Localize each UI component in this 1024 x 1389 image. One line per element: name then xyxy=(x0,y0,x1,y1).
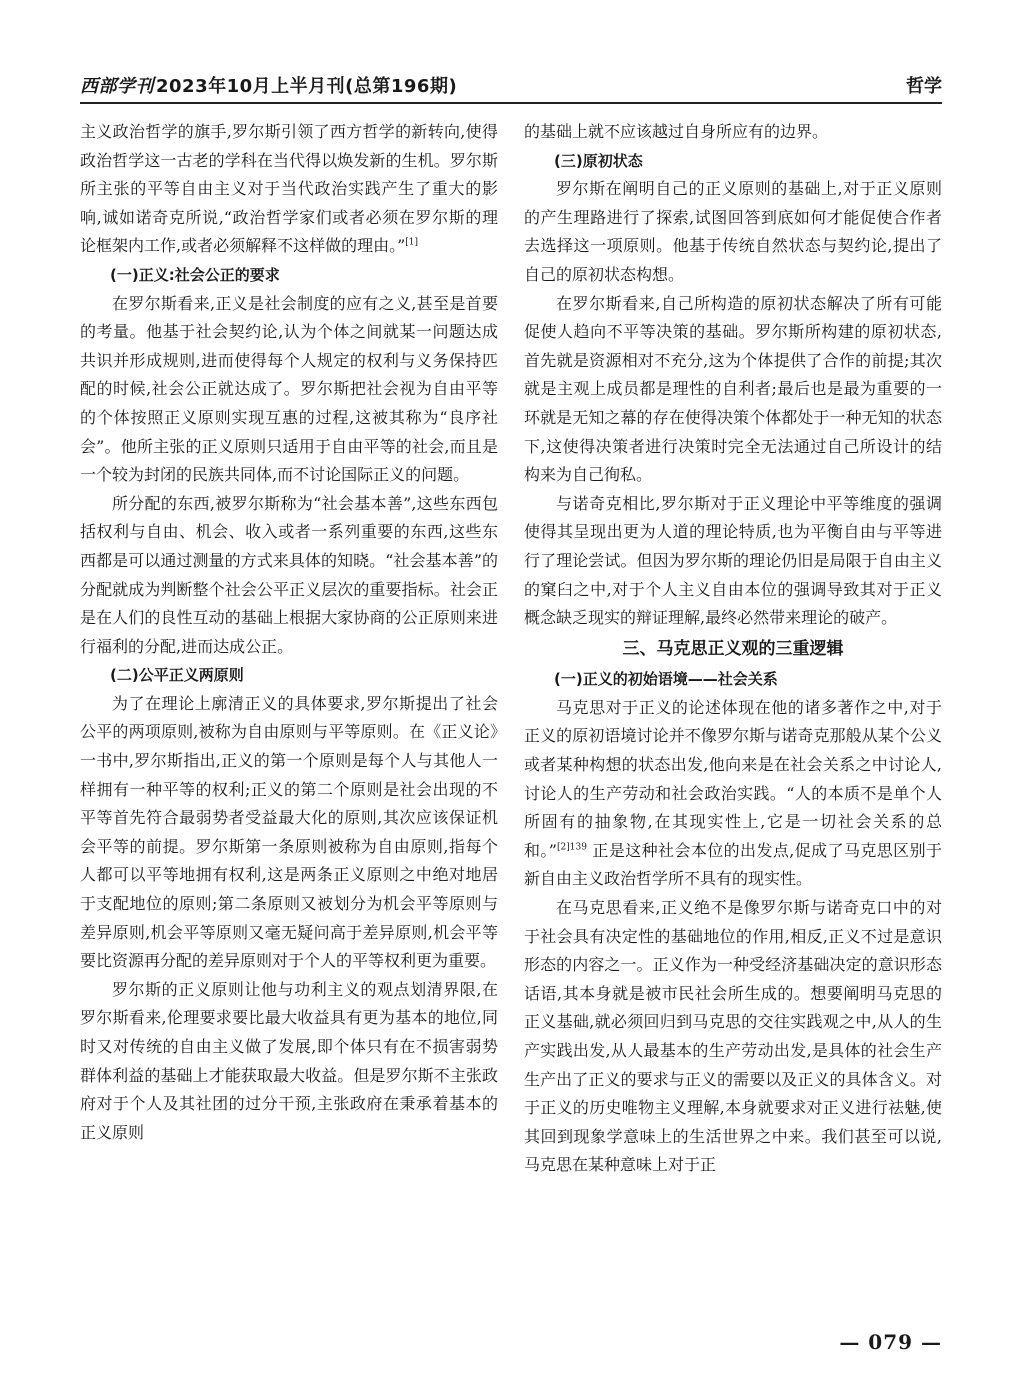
citation-ref: [2]139 xyxy=(557,842,587,853)
paragraph: 为了在理论上廓清正义的具体要求,罗尔斯提出了社会公平的两项原则,被称为自由原则与平等原则。在《正义论》一书中,罗尔斯指出,正义的第一个原则是每个人与其他人一样拥有一种平等的权利;正义的第二个原则是社会出现的不平等首先符合最弱势者受益最大化的原则,其次应该保证机会平等的前提。罗尔斯第一条原则被称为自由原则,指每个人都可以平等地拥有权利,这是两条正义原则之中绝对地居于支配地位的原则;第二条原则又被划分为机会平等原则与差异原则,机会平等原则又毫无疑问高于差异原则,机会平等要比资源再分配的差异原则对于个人的平等权利更为重要。 xyxy=(80,693,498,971)
page-number: — 079 — xyxy=(839,1330,942,1354)
paragraph: 与诺奇克相比,罗尔斯对于正义理论中平等维度的强调使得其呈现出更为人道的理论特质,也为平衡自由与平等进行了理论尝试。但因为罗尔斯的理论仍旧是局限于自由主义的窠臼之中,对于个人主义自由本位的强调导致其对于正义概念缺乏现实的辩证理解,最终必然带来理论的破产。 xyxy=(524,493,942,628)
left-column xyxy=(80,118,498,1147)
paragraph: 所分配的东西,被罗尔斯称为“社会基本善”,这些东西包括权利与自由、机会、收入或者一系列重要的东西,这些东西都是可以通过测量的方式来具体的知晓。“社会基本善”的分配就成为判断整个社会公平正义层次的重要指标。社会正是在人们的良性互动的基础上根据大家协商的公正原则来进行福利的分配,进而达成公正。 xyxy=(80,493,498,656)
subsection-heading: (一)正义的初始语境——社会关系 xyxy=(554,670,778,689)
paragraph: 主义政治哲学的旗手,罗尔斯引领了西方哲学的新转向,使得政治哲学这一古老的学科在当代得以焕发新的生机。罗尔斯所主张的平等自由主义对于当代政治实践产生了重大的影响,诚如诺奇克所说,“政治哲学家们或者必须在罗尔斯的理论框架内工作,或者必须解释不这样做的理由。”[1] xyxy=(80,122,498,256)
paragraph: 在罗尔斯看来,正义是社会制度的应有之义,甚至是首要的考量。他基于社会契约论,认为个体之间就某一问题达成共识并形成规则,进而使得每个人规定的权利与义务保持匹配的时候,社会公正就达成了。罗尔斯把社会视为自由平等的个体按照正义原则实现互惠的过程,这被其称为“良序社会”。他所主张的正义原则只适用于自由平等的社会,而且是一个较为封闭的民族共同体,而不讨论国际正义的问题。 xyxy=(80,293,498,485)
running-header xyxy=(80,72,942,104)
subsection-heading: (一)正义:社会公正的要求 xyxy=(110,265,280,284)
paragraph: 的基础上就不应该越过自身所应有的边界。 xyxy=(524,122,829,141)
paragraph: 罗尔斯在阐明自己的正义原则的基础上,对于正义原则的产生理路进行了探索,试图回答到底如何才能促使合作者去选择这一项原则。他基于传统自然状态与契约论,提出了自己的原初状态构想。 xyxy=(524,179,942,284)
paragraph: 罗尔斯的正义原则让他与功利主义的观点划清界限,在罗尔斯看来,伦理要求要比最大收益具有更为基本的地位,同时又对传统的自由主义做了发展,即个体只有在不损害弱势群体利益的基础上才能获取最大收益。但是罗尔斯不主张政府对于个人及其社团的过分干预,主张政府在秉承着基本的正义原则 xyxy=(80,979,498,1142)
journal-title xyxy=(80,72,457,98)
section-label: 哲学 xyxy=(906,76,942,97)
citation-ref: [1] xyxy=(405,238,419,249)
paragraph: 在马克思看来,正义绝不是像罗尔斯与诺奇克口中的对于社会具有决定性的基础地位的作用,相反,正义不过是意识形态的内容之一。正义作为一种受经济基础决定的意识形态话语,其本身就是被市民社会所生成的。想要阐明马克思的正义基础,就必须回归到马克思的交往实践观之中,从人的生产实践出发,从人最基本的生产劳动出发,是具体的社会生产生产出了正义的要求与正义的需要以及正义的具体含义。对于正义的历史唯物主义理解,本身就要求对正义进行祛魅,使其回到现象学意味上的生活世界之中来。我们甚至可以说,马克思在某种意味上对于正 xyxy=(524,898,942,1175)
section-heading: 三、马克思正义观的三重逻辑 xyxy=(622,638,844,659)
paragraph: 在罗尔斯看来,自己所构造的原初状态解决了所有可能促使人趋向不平等决策的基础。罗尔斯所构建的原初状态,首先就是资源相对不充分,这为个体提供了合作的前提;其次就是主观上成员都是理性的自利者;最后也是最为重要的一环就是无知之幕的存在使得决策个体都处于一种无知的状态下,这使得决策者进行决策时完全无法通过自己所设计的结构来为自己徇私。 xyxy=(524,293,942,485)
issue-info: 2023年10月上半月刊(总第196期) xyxy=(156,76,458,97)
subsection-heading: (二)公平正义两原则 xyxy=(110,666,244,685)
right-column xyxy=(524,118,942,1180)
subsection-heading: (三)原初状态 xyxy=(554,151,643,170)
journal-logo: 西部学刊 xyxy=(80,76,154,97)
paragraph: 马克思对于正义的论述体现在他的诸多著作之中,对于正义的原初语境讨论并不像罗尔斯与诺奇克那般从某个公义或者某种构想的状态出发,他向来是在社会关系之中讨论人,讨论人的生产劳动和社会政治实践。“人的本质不是单个人所固有的抽象物,在其现实性上,它是一切社会关系的总和。”$^{[2]139}$ 正是这种社会本位的出发点,促成了马克思区别于新自由主义政治哲学所不具有的现实性。 xyxy=(524,697,942,889)
